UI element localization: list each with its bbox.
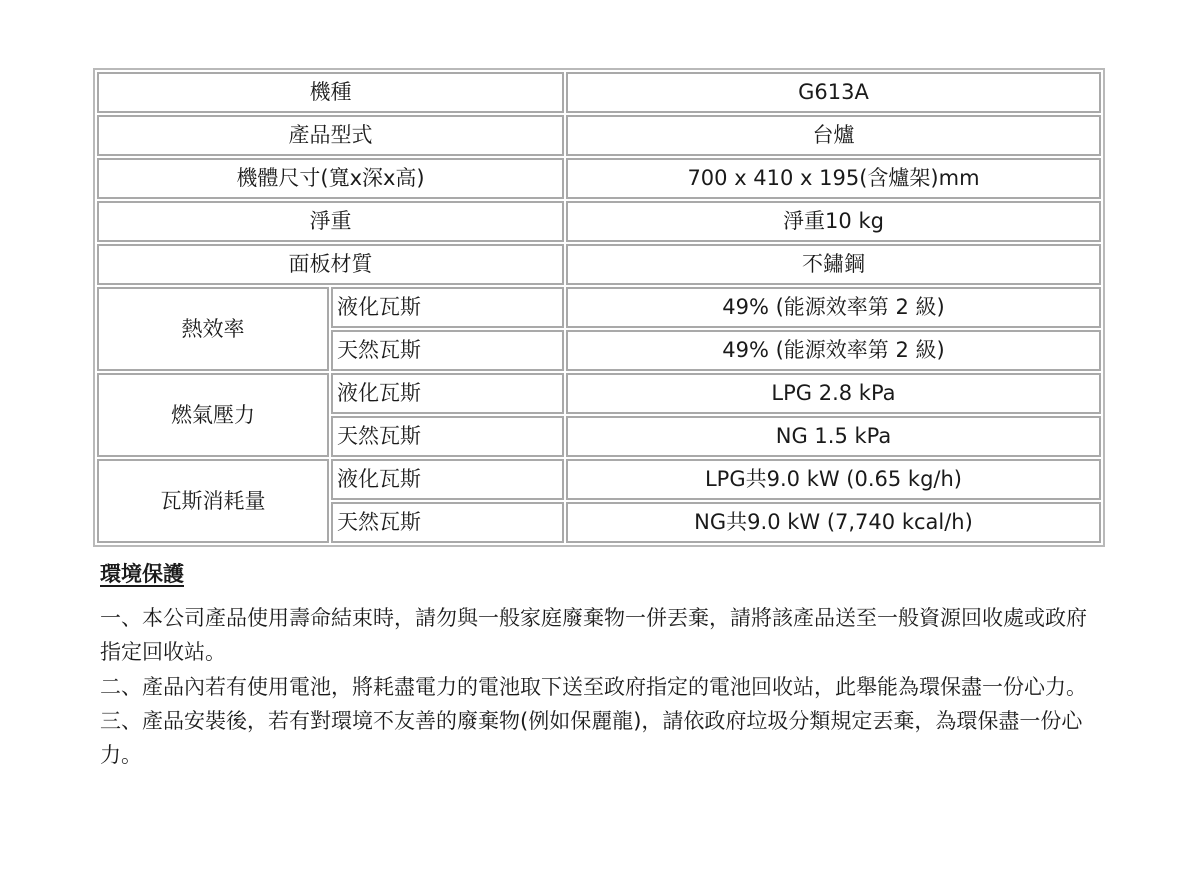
spec-value: 49% (能源效率第 2 級) [566, 287, 1101, 328]
spec-value: 淨重10 kg [566, 201, 1101, 242]
spec-group-label: 燃氣壓力 [97, 373, 329, 457]
spec-value: LPG共9.0 kW (0.65 kg/h) [566, 459, 1101, 500]
spec-value: LPG 2.8 kPa [566, 373, 1101, 414]
spec-value: G613A [566, 72, 1101, 113]
spec-sub-label: 天然瓦斯 [331, 502, 564, 543]
spec-label: 機體尺寸(寬x深x高) [97, 158, 564, 199]
spec-group-label: 瓦斯消耗量 [97, 459, 329, 543]
environment-notes [100, 601, 1100, 772]
spec-sub-label: 液化瓦斯 [331, 459, 564, 500]
spec-row-weight [97, 201, 1101, 242]
spec-value: 不鏽鋼 [566, 244, 1101, 285]
spec-label: 面板材質 [97, 244, 564, 285]
spec-label: 淨重 [97, 201, 564, 242]
spec-sub-label: 液化瓦斯 [331, 373, 564, 414]
environment-note-2: 二、產品內若有使用電池，將耗盡電力的電池取下送至政府指定的電池回收站，此舉能為環保盡一份心力。 [100, 674, 1087, 699]
spec-group-label: 熱效率 [97, 287, 329, 371]
spec-sub-label: 液化瓦斯 [331, 287, 564, 328]
spec-row-dimensions [97, 158, 1101, 199]
spec-sub-label: 天然瓦斯 [331, 330, 564, 371]
spec-row-gas-pressure-lpg [97, 373, 1101, 414]
environment-section-title: 環境保護 [100, 562, 184, 586]
spec-value: 700 x 410 x 195(含爐架)mm [566, 158, 1101, 199]
spec-sub-label: 天然瓦斯 [331, 416, 564, 457]
spec-value: 49% (能源效率第 2 級) [566, 330, 1101, 371]
spec-row-product-type [97, 115, 1101, 156]
spec-label: 機種 [97, 72, 564, 113]
spec-row-gas-consumption-lpg [97, 459, 1101, 500]
spec-value: NG 1.5 kPa [566, 416, 1101, 457]
spec-value: NG共9.0 kW (7,740 kcal/h) [566, 502, 1101, 543]
environment-note-1: 一、本公司產品使用壽命結束時，請勿與一般家庭廢棄物一併丟棄，請將該產品送至一般資源回收處或政府指定回收站。 [100, 606, 1087, 665]
spec-label: 產品型式 [97, 115, 564, 156]
spec-row-panel-material [97, 244, 1101, 285]
spec-table [93, 68, 1105, 547]
environment-note-3: 三、產品安裝後，若有對環境不友善的廢棄物(例如保麗龍)，請依政府垃圾分類規定丟棄，為環保盡一份心力。 [100, 708, 1083, 768]
spec-row-model [97, 72, 1101, 113]
spec-row-thermal-efficiency-lpg [97, 287, 1101, 328]
spec-value: 台爐 [566, 115, 1101, 156]
